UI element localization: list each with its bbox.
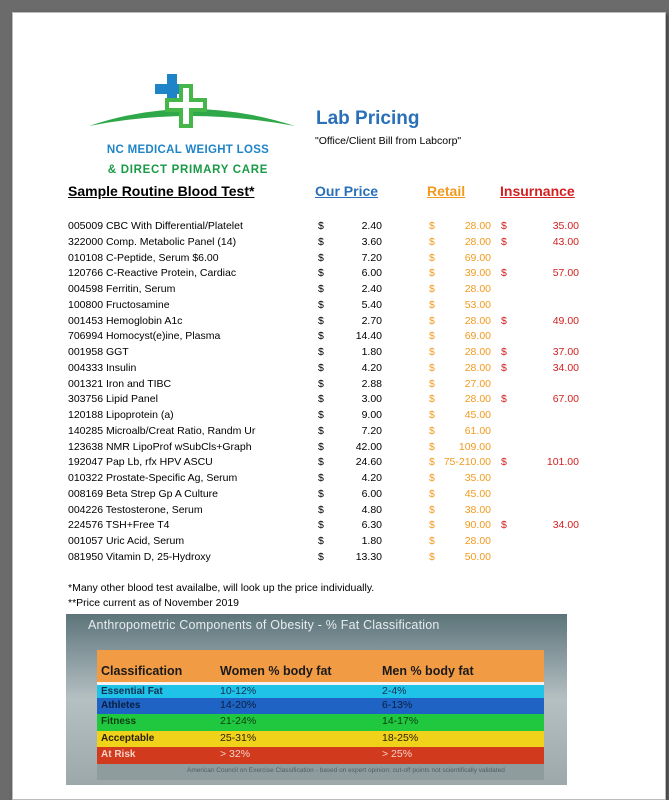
test-name: 120188 Lipoprotein (a) [68,409,174,421]
insurance-currency: $ [501,267,507,280]
insurance-price-value: 34.00 [552,519,579,532]
retail-price-value: 28.00 [464,393,491,406]
page-subtitle: "Office/Client Bill from Labcorp" [315,135,462,147]
our-price-currency: $ [318,456,324,469]
insurance-price-value: 49.00 [552,314,579,327]
table-row [13,361,665,377]
retail-currency: $ [429,377,435,390]
fat-row: Fitness 21-24% 14-17% [97,714,544,731]
our-price-currency: $ [318,298,324,311]
our-price-value: 2.88 [361,377,382,390]
test-name: 004226 Testosterone, Serum [68,503,203,516]
table-row [13,440,665,456]
retail-price-value: 38.00 [464,503,491,516]
our-price-currency: $ [318,283,324,295]
insurance-currency: $ [501,314,507,327]
retail-currency: $ [429,440,435,453]
table-row [13,408,665,424]
our-price-value: 4.20 [361,472,382,484]
insurance-currency: $ [501,220,507,232]
test-name: 010108 C-Peptide, Serum $6.00 [68,251,219,264]
clinic-logo [71,70,309,182]
retail-currency: $ [429,235,435,248]
retail-currency: $ [429,456,435,469]
retail-currency: $ [429,267,435,280]
insurance-price-value: 67.00 [552,393,579,406]
our-price-currency: $ [318,535,324,547]
table-row [13,266,665,282]
retail-currency: $ [429,519,435,532]
our-price-value: 13.30 [355,550,382,563]
table-row [13,377,665,393]
test-name: 010322 Prostate-Specific Ag, Serum [68,472,238,484]
our-price-value: 24.60 [355,456,382,469]
test-name: 303756 Lipid Panel [68,393,158,406]
medical-cross-icon [71,70,309,146]
retail-currency: $ [429,503,435,516]
our-price-currency: $ [318,314,324,327]
retail-price-value: 69.00 [464,251,491,264]
our-price-value: 5.40 [361,298,382,311]
test-name: 001057 Uric Acid, Serum [68,535,185,547]
table-row [13,455,665,471]
test-name: 081950 Vitamin D, 25-Hydroxy [68,550,211,563]
test-name: 123638 NMR LipoProf wSubCls+Graph [68,440,252,453]
our-price-currency: $ [318,519,324,532]
retail-currency: $ [429,330,435,343]
our-price-value: 42.00 [355,440,382,453]
retail-price-value: 28.00 [464,314,491,327]
table-row [13,424,665,440]
fat-row: Athletes 14-20% 6-13% [97,698,544,714]
our-price-value: 2.40 [361,283,382,295]
test-name: 322000 Comp. Metabolic Panel (14) [68,235,237,248]
table-row [13,471,665,487]
our-price-value: 9.00 [361,409,382,421]
test-name: 005009 CBC With Differential/Platelet [68,220,243,232]
fat-header-classification: Classification [101,664,183,678]
our-price-value: 6.00 [361,487,382,500]
our-price-value: 2.70 [361,314,382,327]
insurance-currency: $ [501,235,507,248]
our-price-value: 4.20 [361,361,382,374]
our-price-value: 1.80 [361,346,382,358]
table-row [13,392,665,408]
retail-price-value: 75-210.00 [443,456,491,469]
our-price-value: 6.30 [361,519,382,532]
table-row [13,345,665,361]
our-price-currency: $ [318,267,324,280]
insurance-price-value: 34.00 [552,361,579,374]
our-price-currency: $ [318,487,324,500]
our-price-value: 2.40 [361,220,382,232]
retail-price-value: 28.00 [464,535,491,547]
retail-price-value: 28.00 [464,220,491,232]
our-price-currency: $ [318,220,324,232]
our-price-currency: $ [318,440,324,453]
our-price-currency: $ [318,472,324,484]
test-name: 224576 TSH+Free T4 [68,519,170,532]
insurance-price-value: 37.00 [552,346,579,358]
our-price-currency: $ [318,393,324,406]
fat-header-women: Women % body fat [220,664,332,678]
our-price-value: 6.00 [361,267,382,280]
our-price-currency: $ [318,503,324,516]
retail-price-value: 45.00 [464,409,491,421]
retail-currency: $ [429,220,435,232]
retail-price-value: 39.00 [464,267,491,280]
insurance-currency: $ [501,346,507,358]
table-row [13,298,665,314]
retail-price-value: 109.00 [458,440,491,453]
our-price-currency: $ [318,330,324,343]
our-price-value: 7.20 [361,424,382,437]
header-test: Sample Routine Blood Test* [68,183,255,199]
retail-price-value: 61.00 [464,424,491,437]
retail-price-value: 28.00 [464,346,491,358]
our-price-value: 3.60 [361,235,382,248]
fat-header-men: Men % body fat [382,664,474,678]
table-row [13,550,665,566]
retail-currency: $ [429,361,435,374]
insurance-currency: $ [501,519,507,532]
retail-price-value: 50.00 [464,550,491,563]
table-row [13,518,665,534]
our-price-currency: $ [318,235,324,248]
test-name: 001958 GGT [68,346,129,358]
our-price-currency: $ [318,550,324,563]
table-row [13,329,665,345]
test-name: 001321 Iron and TIBC [68,377,172,390]
fat-classification-photo [66,614,567,785]
fat-row: Acceptable 25-31% 18-25% [97,731,544,747]
fat-footer-row [97,764,544,780]
retail-price-value: 53.00 [464,298,491,311]
insurance-currency: $ [501,456,507,469]
our-price-value: 4.80 [361,503,382,516]
fat-row: Essential Fat 10-12% 2-4% [97,685,544,698]
our-price-value: 3.00 [361,393,382,406]
table-row [13,235,665,251]
fat-row: At Risk > 32% > 25% [97,747,544,764]
test-name: 001453 Hemoglobin A1c [68,314,183,327]
test-name: 140285 Microalb/Creat Ratio, Randm Ur [68,424,256,437]
retail-price-value: 35.00 [464,472,491,484]
our-price-value: 14.40 [355,330,382,343]
retail-currency: $ [429,409,435,421]
photo-footnote: American Council on Exercise Classification - based on expert opinion; cut-off points not scientifically validated [187,767,505,774]
retail-currency: $ [429,487,435,500]
retail-price-value: 28.00 [464,361,491,374]
table-row [13,251,665,267]
table-row [13,314,665,330]
test-name: 008169 Beta Strep Gp A Culture [68,487,219,500]
retail-currency: $ [429,251,435,264]
test-name: 192047 Pap Lb, rfx HPV ASCU [68,456,213,469]
document-page [12,12,666,800]
test-name: 004333 Insulin [68,361,137,374]
logo-text-line1: NC MEDICAL WEIGHT LOSS [106,144,270,156]
header-our-price: Our Price [315,183,379,199]
retail-price-value: 69.00 [464,330,491,343]
our-price-currency: $ [318,377,324,390]
header-retail: Retail [427,183,466,199]
our-price-value: 1.80 [361,535,382,547]
fat-header-row [97,650,544,682]
insurance-price-value: 35.00 [552,220,579,232]
table-row [13,219,665,235]
test-name: 100800 Fructosamine [68,298,170,311]
retail-price-value: 28.00 [464,235,491,248]
table-row [13,282,665,298]
price-table [13,219,665,566]
retail-currency: $ [429,393,435,406]
note-price-date: **Price current as of November 2019 [68,597,239,609]
our-price-currency: $ [318,361,324,374]
logo-text-line2: & DIRECT PRIMARY CARE [107,164,269,176]
page-title: Lab Pricing [316,108,420,129]
table-row [13,487,665,503]
our-price-currency: $ [318,251,324,264]
retail-currency: $ [429,535,435,547]
retail-price-value: 45.00 [464,487,491,500]
retail-currency: $ [429,346,435,358]
our-price-currency: $ [318,409,324,421]
our-price-currency: $ [318,424,324,437]
our-price-currency: $ [318,346,324,358]
insurance-currency: $ [501,393,507,406]
retail-price-value: 27.00 [464,377,491,390]
retail-currency: $ [429,424,435,437]
insurance-price-value: 57.00 [552,267,579,280]
photo-title: Anthropometric Components of Obesity - % Fat Classification [88,618,440,632]
header-insurance: Insurnance [500,183,575,199]
note-other-tests: *Many other blood test availalbe, will look up the price individually. [68,582,375,594]
retail-price-value: 90.00 [464,519,491,532]
insurance-price-value: 43.00 [552,235,579,248]
retail-currency: $ [429,283,435,295]
retail-currency: $ [429,550,435,563]
test-name: 004598 Ferritin, Serum [68,283,176,295]
retail-price-value: 28.00 [464,283,491,295]
our-price-value: 7.20 [361,251,382,264]
retail-currency: $ [429,472,435,484]
retail-currency: $ [429,298,435,311]
test-name: 706994 Homocyst(e)ine, Plasma [68,330,221,343]
table-row [13,534,665,550]
table-row [13,503,665,519]
retail-currency: $ [429,314,435,327]
insurance-currency: $ [501,361,507,374]
test-name: 120766 C-Reactive Protein, Cardiac [68,267,237,280]
insurance-price-value: 101.00 [546,456,579,469]
